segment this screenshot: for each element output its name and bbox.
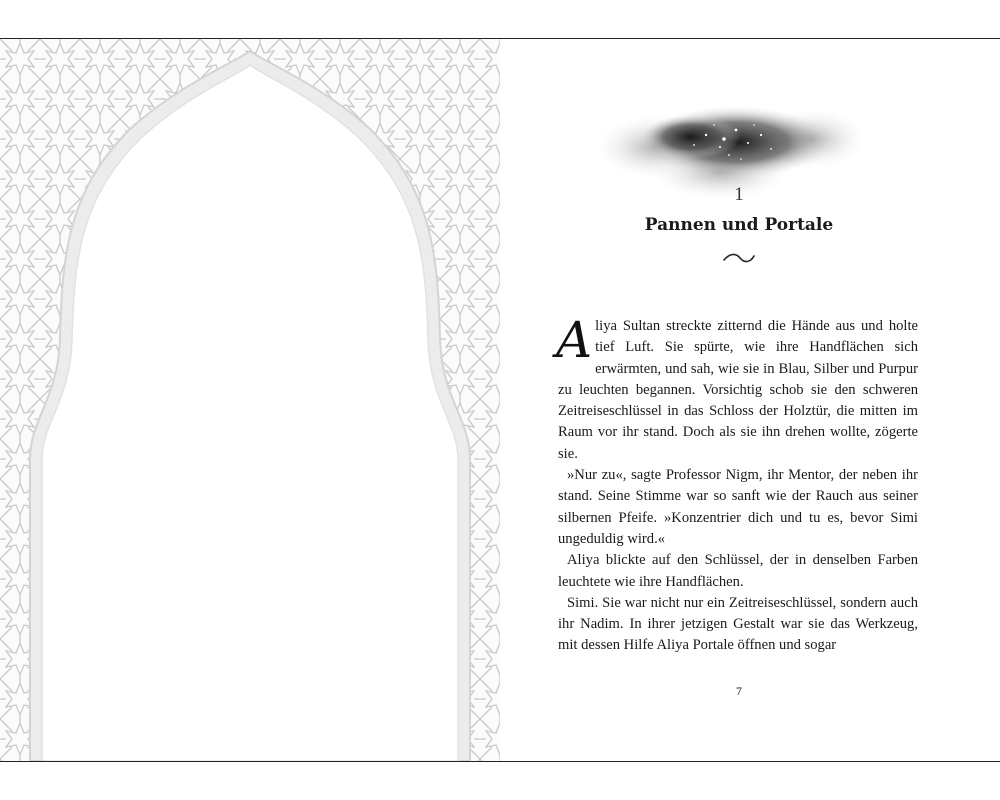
tilde-swash-icon <box>722 251 756 265</box>
page-number: 7 <box>736 684 742 698</box>
paragraph-3: Aliya blickte auf den Schlüssel, der in denselben Farben leuchtete wie ihre Handflächen. <box>558 552 918 590</box>
book-spread <box>0 38 1000 762</box>
right-page <box>500 39 1000 761</box>
paragraph-1-text: liya Sultan streckte zitternd die Hände aus und holte tief Luft. Sie spürte, wie ihre Handflächen sich erwärmten, und sah, wie sie in Blau, Silber und Purpur zu leuchten begannen. Vorsichtig schob sie den schweren Zeitreiseschlüssel in das Schloss der Holztür, die mitten im Raum vor ihr stand. Doch als sie ihn drehen wollte, zögerte sie. <box>558 318 918 462</box>
chapter-title: Pannen und Portale <box>644 215 834 235</box>
paragraph-4: Simi. Sie war nicht nur ein Zeitreiseschlüssel, sondern auch ihr Nadim. In ihrer jetzigen Gestalt war sie das Werkzeug, mit dessen Hilfe Aliya Portale öffnen und sogar <box>558 594 918 654</box>
left-page-illustration <box>0 39 500 761</box>
arch-pattern-icon <box>0 39 500 761</box>
paragraph-1 <box>556 311 918 465</box>
chapter-body <box>556 311 918 657</box>
dropcap: A <box>556 311 593 369</box>
chapter-number: 1 <box>734 184 744 205</box>
paragraph-2: »Nur zu«, sagte Professor Nigm, ihr Mentor, der neben ihr stand. Seine Stimme war so sanft wie der Rauch aus seiner silbernen Pfeife. »Konzentrier dich und tu es, bevor Simi ungeduldig wird.« <box>558 467 918 547</box>
